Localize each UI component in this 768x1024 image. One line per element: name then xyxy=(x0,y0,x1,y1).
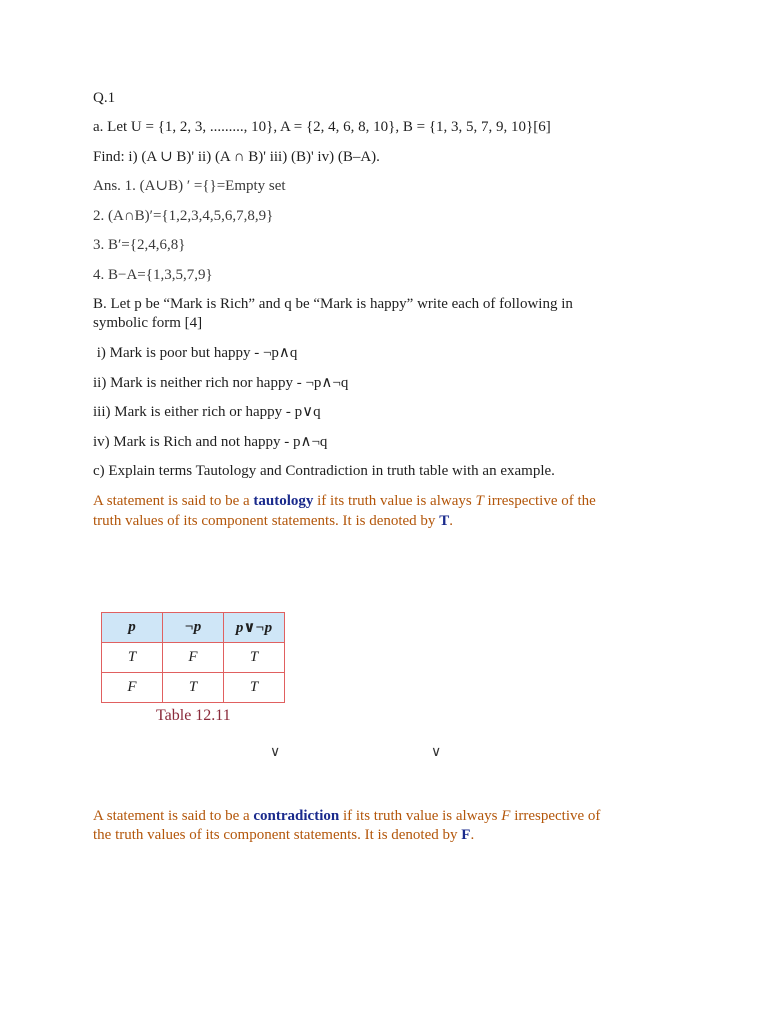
part-a-question: a. Let U = {1, 2, 3, ........., 10}, A = {2, 4, 6, 8, 10}, B = {1, 3, 5, 7, 9, 10}[6] xyxy=(93,119,551,135)
table-caption: Table 12.11 xyxy=(156,707,231,724)
contradiction-definition-line-2: the truth values of its component statements. It is denoted by F. xyxy=(93,827,475,843)
part-a-answer-4: 4. B−A={1,3,5,7,9} xyxy=(93,267,213,283)
part-a-answer-2: 2. (A∩B)′={1,2,3,4,5,6,7,8,9} xyxy=(93,208,274,224)
truth-table-cell: T xyxy=(102,643,163,673)
part-a-answer-1: Ans. 1. (A∪B) ′ ={}=Empty set xyxy=(93,178,286,194)
truth-table-header-cell: ¬p xyxy=(163,613,224,643)
truth-table-row xyxy=(102,673,285,703)
tautology-symbol: T xyxy=(439,513,450,529)
truth-table-row xyxy=(102,643,285,673)
truth-table xyxy=(101,612,285,703)
truth-table-header-cell: p∨¬p xyxy=(224,613,285,643)
part-b-question-line-1: B. Let p be “Mark is Rich” and q be “Mark is happy” write each of following in xyxy=(93,296,573,312)
truth-table-cell: T xyxy=(224,643,285,673)
contradiction-definition-line-1: A statement is said to be a contradiction if its truth value is always F irrespective of xyxy=(93,808,601,824)
tautology-definition-line-1: A statement is said to be a tautology if its truth value is always T irrespective of the xyxy=(93,493,596,509)
part-b-item-4: iv) Mark is Rich and not happy - p∧¬q xyxy=(93,434,328,450)
tautology-definition-line-2: truth values of its component statements. It is denoted by T. xyxy=(93,513,453,529)
part-b-question-line-2: symbolic form [4] xyxy=(93,315,203,331)
question-number: Q.1 xyxy=(93,90,116,106)
truth-table-cell: T xyxy=(163,673,224,703)
contradiction-symbol: F xyxy=(461,827,471,843)
truth-table-header-row xyxy=(102,613,285,643)
truth-table-cell: F xyxy=(163,643,224,673)
part-b-item-2: ii) Mark is neither rich nor happy - ¬p∧¬q xyxy=(93,375,349,391)
truth-table-cell: F xyxy=(102,673,163,703)
part-b-item-1: i) Mark is poor but happy - ¬p∧q xyxy=(93,345,298,361)
stray-or-symbol: ∨ xyxy=(431,744,442,760)
part-b-item-3: iii) Mark is either rich or happy - p∨q xyxy=(93,404,321,420)
tautology-term: tautology xyxy=(253,493,314,509)
stray-or-symbol: ∨ xyxy=(270,744,281,760)
part-c-question: c) Explain terms Tautology and Contradiction in truth table with an example. xyxy=(93,463,555,479)
truth-table-cell: T xyxy=(224,673,285,703)
part-a-answer-3: 3. B′={2,4,6,8} xyxy=(93,237,186,253)
part-a-find: Find: i) (A ∪ B)' ii) (A ∩ B)' iii) (B)' iv) (B–A). xyxy=(93,149,380,165)
truth-table-header-cell: p xyxy=(102,613,163,643)
contradiction-term: contradiction xyxy=(253,808,340,824)
